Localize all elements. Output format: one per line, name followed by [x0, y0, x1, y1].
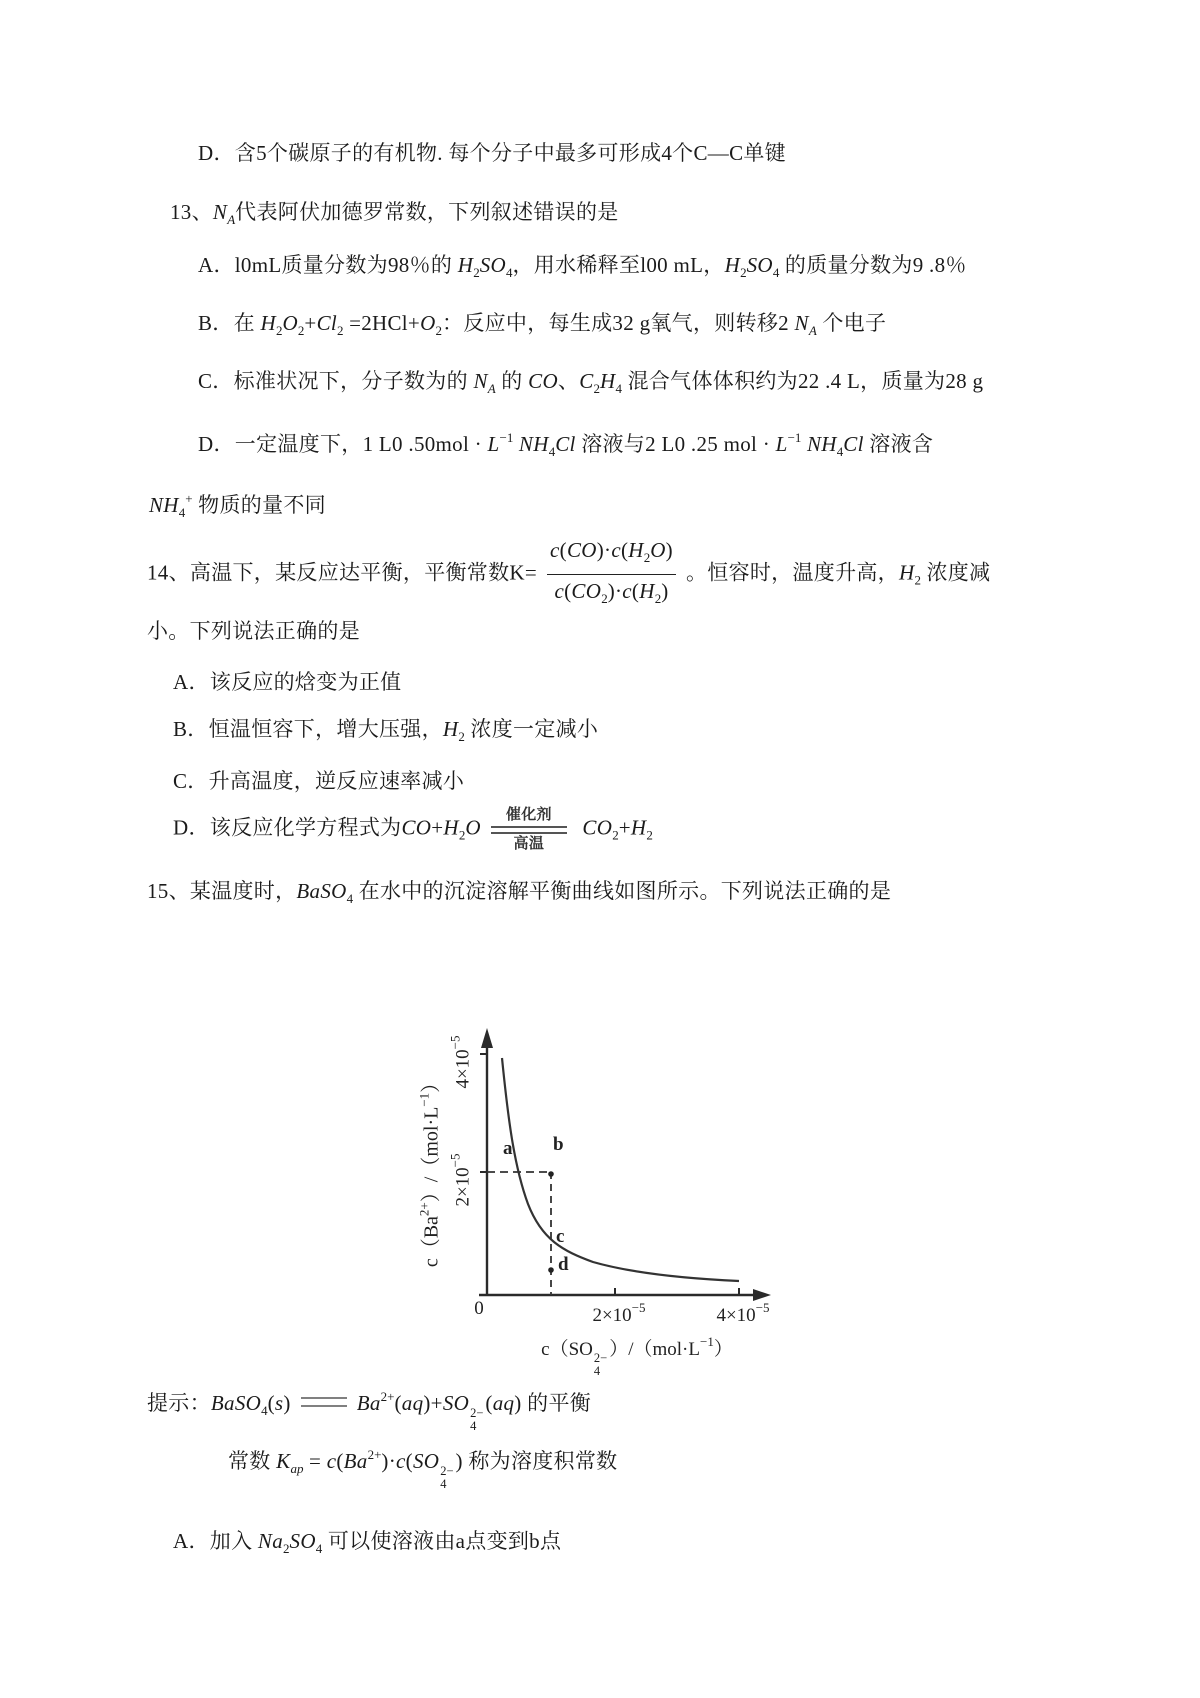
question-14-stem-continued: 小。下列说法正确的是 — [147, 619, 360, 643]
question-13-option-a: A．l0mL质量分数为98％的 $H_2SO_4$，用水稀释至l00 mL，$H_2SO_4$ 的质量分数为9 .8％ — [198, 253, 967, 280]
point-label-c: c — [556, 1226, 565, 1247]
question-14-option-b: B．恒温恒容下，增大压强，$H_2$ 浓度一定减小 — [173, 717, 599, 744]
y-axis-arrow — [481, 1028, 493, 1048]
question-13-option-d-continued: $NH_4^+$ 物质的量不同 — [149, 491, 326, 520]
question-13-stem: 13、$N_A$代表阿伏加德罗常数，下列叙述错误的是 — [170, 200, 619, 227]
point-label-b: b — [553, 1134, 564, 1155]
question-13-option-b: B．在 $H_2O_2+Cl_2 =2HCl+O_2$：反应中，每生成32 g氧气，则转移2 $N_A$ 个电子 — [198, 311, 887, 338]
question-14-option-d: D．该反应化学方程式为$CO+H_2O$ 催化剂 高温 $CO_2+H_2$ — [173, 807, 653, 852]
point-label-d: d — [558, 1254, 569, 1275]
hint-equilibrium-equation: 提示：BaSO$_4$(s) $Ba^{2+}(aq)+SO$ 2− 4 (aq) 的平衡 — [147, 1389, 592, 1434]
question-12-option-d: D．含5个碳原子的有机物. 每个分子中最多可形成4个C—C单键 — [198, 141, 786, 165]
question-13-option-d: D．一定温度下，1 L0 $.50mol \cdot L^{-1}$ $NH_4Cl$ 溶液与2 L0 .25 mol · $L^{-1}$ $NH_4Cl$ 溶液含 — [198, 430, 934, 459]
point-label-a: a — [503, 1138, 513, 1159]
origin-label: 0 — [474, 1298, 484, 1319]
ksp-curve — [502, 1058, 739, 1281]
point-b-dot — [548, 1171, 554, 1177]
point-d-dot — [548, 1267, 554, 1273]
question-14-option-a: A．该反应的焓变为正值 — [173, 670, 402, 694]
y-axis-title: $c(Ba^{2+})/(mol\cdot L^{-1})$ — [416, 1072, 443, 1268]
y-axis-tick-label-2e-5: $2\times 10^{-5}$ — [447, 1153, 474, 1207]
question-14-option-c: C．升高温度，逆反应速率减小 — [173, 769, 465, 793]
question-15-option-a: A．加入 $Na_2SO_4$ 可以使溶液由a点变到b点 — [173, 1529, 562, 1556]
x-axis-title: c（SO 2− 4 ）$/(mol\cdot L^{-1})$ — [541, 1334, 733, 1379]
x-axis-tick-label-2e-5: $2\times 10^{-5}$ — [592, 1300, 646, 1326]
question-15-stem: 15、某温度时，BaSO$_4$ 在水中的沉淀溶解平衡曲线如图所示。下列说法正确的是 — [147, 879, 892, 906]
ksp-equilibrium-chart — [395, 948, 875, 1379]
question-14-stem: 14、高温下，某反应达平衡，平衡常数K= $\frac{c(CO)\cdot c(H_2O)}{c(CO_2)\cdot c(H_2)}$ 。恒容时，温度升高，$H_2$ 浓度减 — [147, 534, 990, 615]
question-13-option-c: C．标准状况下，分子数为的 $N_A$ 的 CO、$C_2H_4$ 混合气体体积约为22 .4 L，质量为28 g — [198, 369, 984, 396]
y-axis-tick-label-4e-5: $4\times 10^{-5}$ — [447, 1035, 474, 1089]
x-axis-tick-label-4e-5: $4\times 10^{-5}$ — [716, 1300, 770, 1326]
hint-ksp-definition: 常数 $K_{ap} = c(Ba^{2+})\cdot c(SO$ 2− 4 ) 称为溶度积常数 — [228, 1447, 618, 1492]
